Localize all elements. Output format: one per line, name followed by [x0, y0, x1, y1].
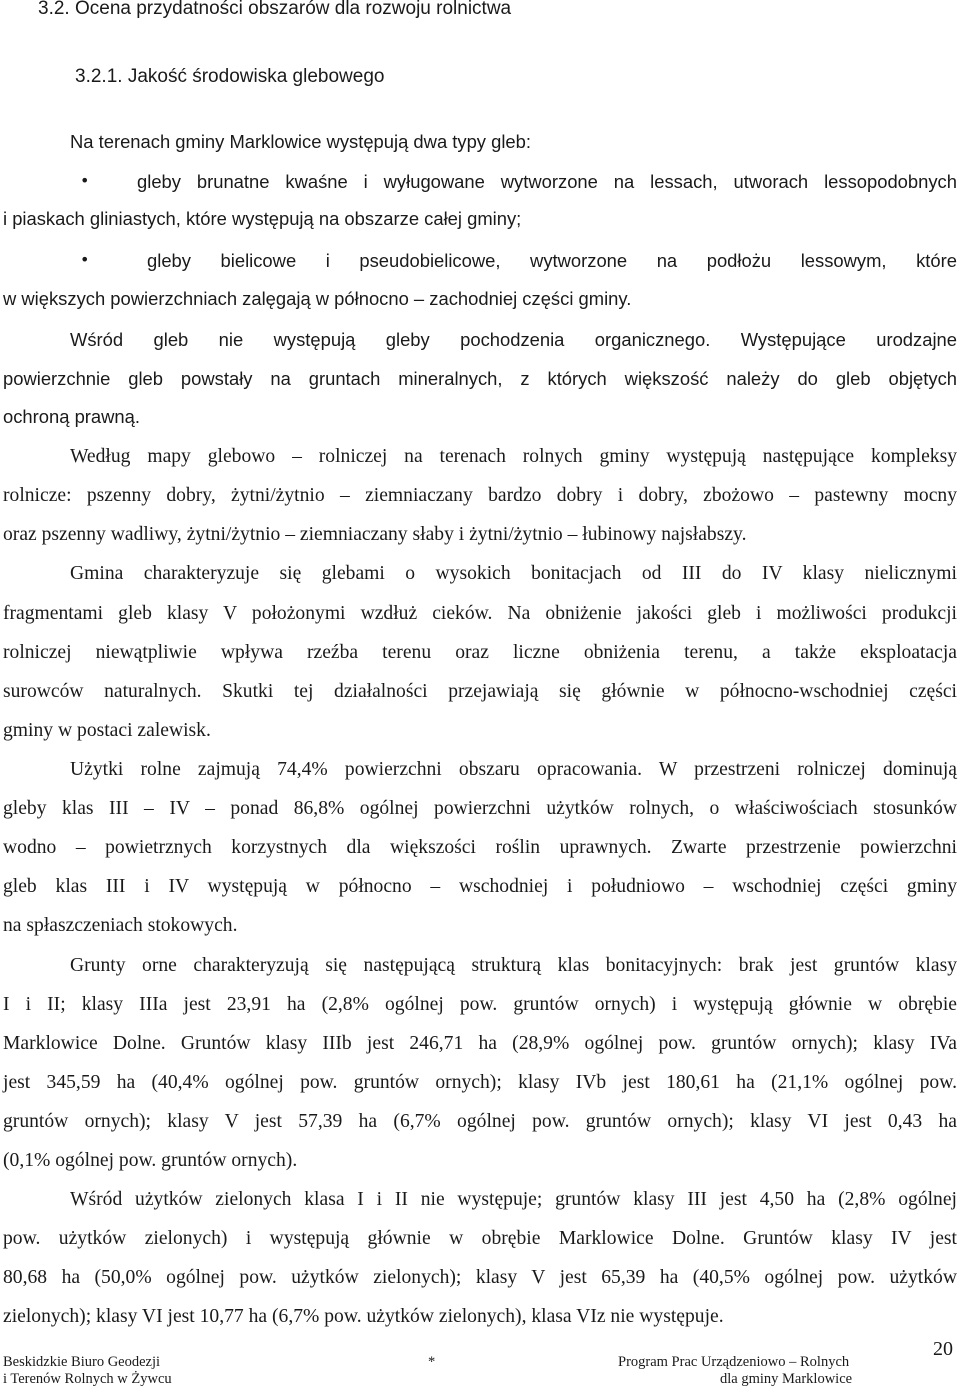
paragraph-line: gleb klas III i IV występują w północno – wschodniej i południowo – wschodniej części gminy [3, 876, 957, 897]
bullet-line: gleby bielicowe i pseudobielicowe, wytworzone na podłożu lessowym, które [147, 250, 957, 271]
footer-right-line2: dla gminy Marklowice [720, 1371, 853, 1387]
paragraph-line: Wśród użytków zielonych klasa I i II nie występuje; gruntów klasy III jest 4,50 ha (2,8% ogólnej [70, 1189, 957, 1210]
subsection-heading: 3.2.1. Jakość środowiska glebowego [75, 66, 385, 87]
paragraph-line: Według mapy glebowo – rolniczej na terenach rolnych gminy występują następujące kompleksy [70, 446, 957, 467]
intro-text: Na terenach gminy Marklowice występują dwa typy gleb: [70, 131, 531, 152]
paragraph-line: rolniczej niewątpliwie wpływa rzeźba terenu oraz liczne obniżenia terenu, a także eksploatacja [3, 642, 957, 663]
paragraph-line: I i II; klasy IIIa jest 23,91 ha (2,8% ogólnej pow. gruntów ornych) i występują głównie w obrębie [3, 994, 957, 1015]
paragraph-line: fragmentami gleb klasy V położonymi wzdłuż cieków. Na obniżenie jakości gleb i możliwości produkcji [3, 603, 957, 624]
paragraph-line: jest 345,59 ha (40,4% ogólnej pow. gruntów ornych); klasy IVb jest 180,61 ha (21,1% ogólnej pow. [3, 1072, 957, 1093]
bullet-dot: • [80, 250, 90, 269]
bullet-line: w większych powierzchniach zalęgają w północno – zachodniej części gminy. [3, 288, 632, 309]
paragraph-line: zielonych); klasy VI jest 10,77 ha (6,7% pow. użytków zielonych), klasa VIz nie występuje. [3, 1306, 724, 1327]
paragraph-line: Grunty orne charakteryzują się następującą strukturą klas bonitacyjnych: brak jest gruntów klasy [70, 955, 957, 976]
bullet-line: i piaskach gliniastych, które występują na obszarze całej gminy; [3, 208, 522, 229]
footer-center: * [428, 1354, 436, 1370]
footer-right-line1: Program Prac Urządzeniowo – Rolnych [618, 1354, 850, 1370]
paragraph-line: 80,68 ha (50,0% ogólnej pow. użytków zielonych); klasy V jest 65,39 ha (40,5% ogólnej pow. użytków [3, 1267, 957, 1288]
paragraph-line: gleby klas III – IV – ponad 86,8% ogólnej powierzchni użytków rolnych, o właściwościach stosunków [3, 798, 957, 819]
paragraph-line: (0,1% ogólnej pow. gruntów ornych). [3, 1150, 298, 1171]
bullet-dot: • [80, 171, 90, 190]
paragraph-line: ochroną prawną. [3, 406, 140, 427]
footer-left-line1: Beskidzkie Biuro Geodezji [3, 1354, 161, 1370]
paragraph-line: oraz pszenny wadliwy, żytni/żytnio – ziemniaczany słaby i żytni/żytnio – łubinowy najsłabszy. [3, 524, 747, 545]
paragraph-line: surowców naturalnych. Skutki tej działalności przejawiają się głównie w północno-wschodniej części [3, 681, 957, 702]
paragraph-line: gruntów ornych); klasy V jest 57,39 ha (6,7% ogólnej pow. gruntów ornych); klasy VI jest 0,43 ha [3, 1111, 957, 1132]
footer-left-line2: i Terenów Rolnych w Żywcu [3, 1371, 172, 1387]
paragraph-line: wodno – powietrznych korzystnych dla większości roślin uprawnych. Zwarte przestrzenie powierzchni [3, 837, 957, 858]
paragraph-line: Gmina charakteryzuje się glebami o wysokich bonitacjach od III do IV klasy nielicznymi [70, 563, 957, 584]
page-number: 20 [933, 1338, 953, 1360]
paragraph-line: rolnicze: pszenny dobry, żytni/żytnio – ziemniaczany bardzo dobry i dobry, zbożowo – pastewny mocny [3, 485, 957, 506]
paragraph-line: Marklowice Dolne. Gruntów klasy IIIb jest 246,71 ha (28,9% ogólnej pow. gruntów ornych); klasy IVa [3, 1033, 957, 1054]
paragraph-line: pow. użytków zielonych) i występują głównie w obrębie Marklowice Dolne. Gruntów klasy IV jest [3, 1228, 957, 1249]
section-heading: 3.2. Ocena przydatności obszarów dla rozwoju rolnictwa [38, 0, 512, 19]
bullet-line: gleby brunatne kwaśne i wyługowane wytworzone na lessach, utworach lessopodobnych [137, 171, 957, 192]
paragraph-line: Użytki rolne zajmują 74,4% powierzchni obszaru opracowania. W przestrzeni rolniczej dominują [70, 759, 957, 780]
paragraph-line: gminy w postaci zalewisk. [3, 720, 211, 741]
paragraph-line: powierzchnie gleb powstały na gruntach mineralnych, z których większość należy do gleb objętych [3, 368, 957, 389]
paragraph-line: Wśród gleb nie występują gleby pochodzenia organicznego. Występujące urodzajne [70, 329, 957, 350]
paragraph-line: na spłaszczeniach stokowych. [3, 915, 238, 936]
